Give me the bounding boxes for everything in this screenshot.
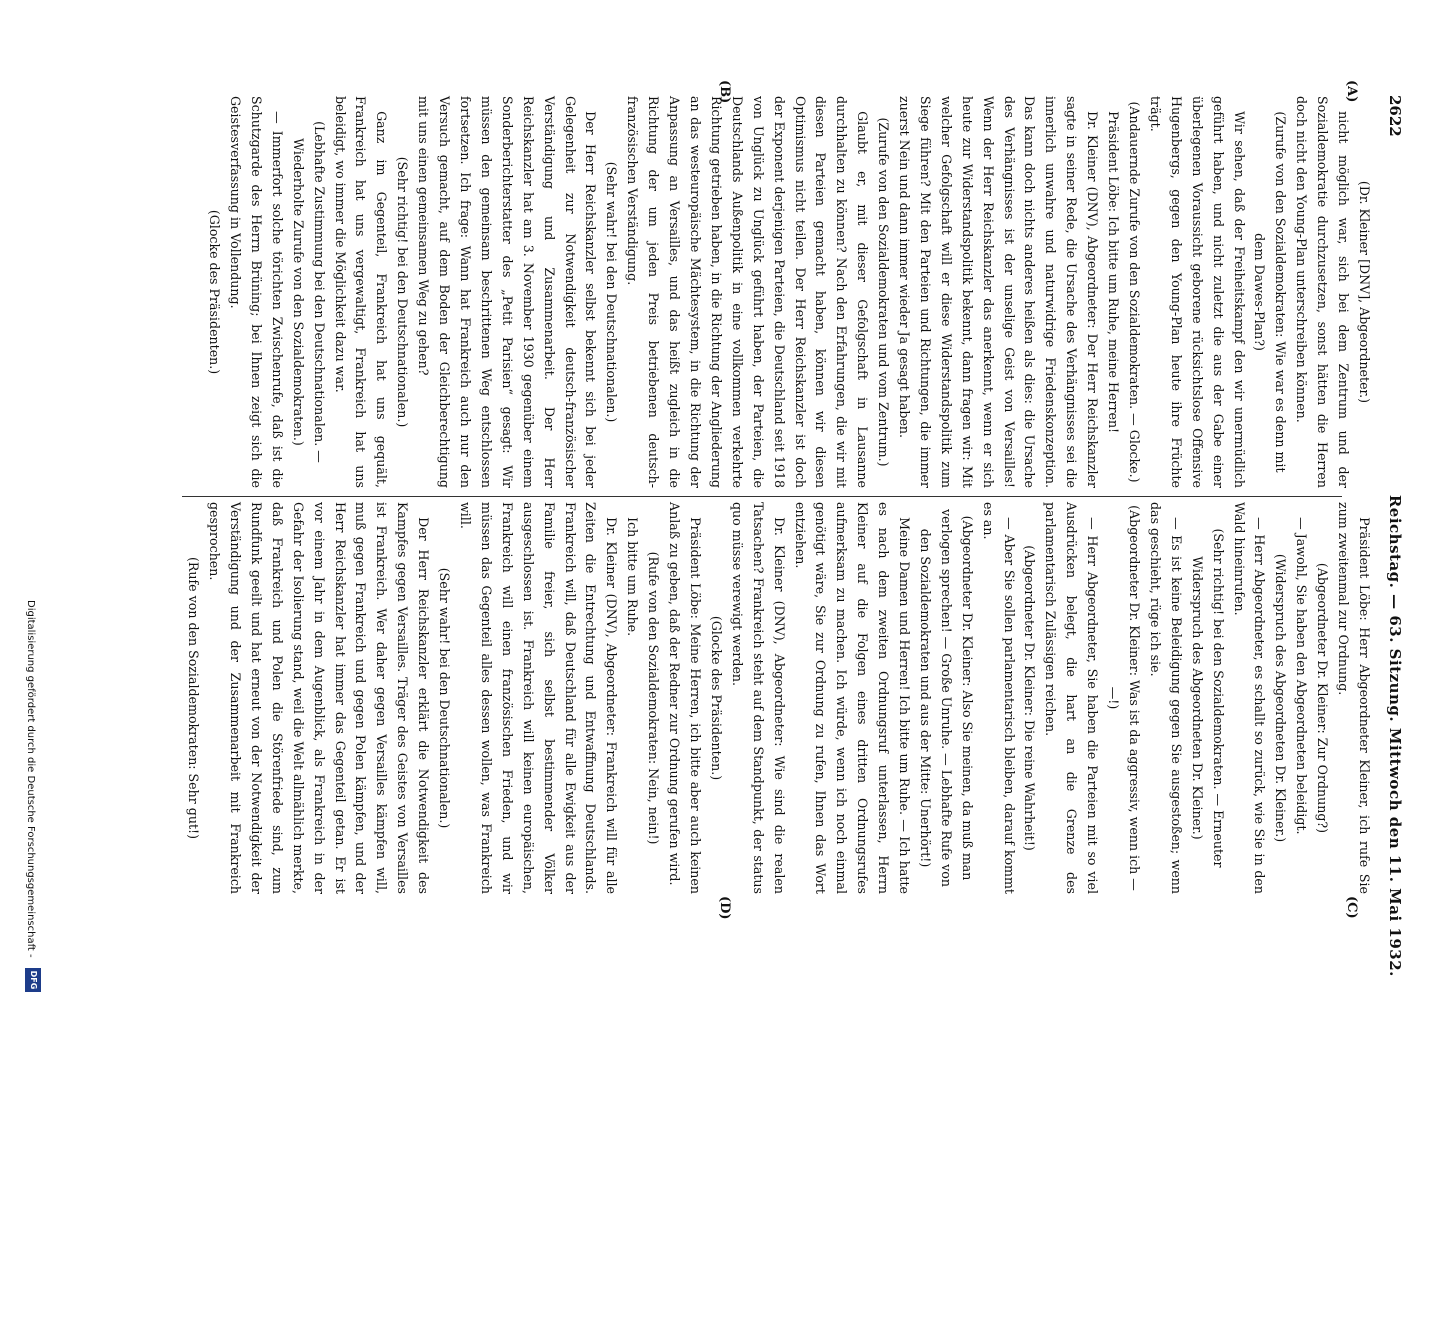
paragraph: Meine Damen und Herren! Ich bitte um Ruhe. — Ich hatte es nach dem zweiten Ordnungsruf unterlassen, Herrn Kleiner auf die Folgen eines dritten Ordnungsrufes aufmerksam zu machen. Ich würde, wenn ich noch einmal genötigt wäre, Sie zur Ordnung zu rufen, Ihnen das Wort entziehen.	[792, 502, 913, 894]
paragraph: — Es ist keine Beleidigung gegen Sie ausgestoßen; wenn das geschieht, rüge ich sie.	[1147, 502, 1184, 894]
speaker-paragraph: Dr. Kleiner (DNV), Abgeordneter: Wie sind die realen Tatsachen? Frankreich steht auf dem Standpunkt, der status quo müsse verewigt werden.	[729, 502, 787, 894]
right-column	[182, 502, 1374, 894]
paragraph: (Dr. Kleiner [DNV], Abgeordneter.)	[1357, 180, 1372, 404]
interjection: (Lebhafte Zustimmung bei den Deutschnationalen. — Wiederholte Zurufe von den Sozialdemokraten.)	[290, 121, 327, 463]
margin-mark-a: (A)	[1344, 80, 1359, 103]
page-header	[1378, 95, 1404, 1335]
paragraph: — Immerfort solche törichten Zwischenrufe, daß ist die Schutzgarde des Herrn Brüning; bei Ihnen zeigt sich die Geistesverfassung in Vollendung.	[228, 96, 285, 488]
paragraph: Ganz im Gegenteil, Frankreich hat uns gequält, Frankreich hat uns vergewaltigt, Frankreich hat uns beleidigt, wo immer die Möglichkeit dazu war.	[332, 96, 390, 488]
paragraph: Glaubt er, mit dieser Gefolgschaft in Lausanne durchhalten zu können? Nach den Erfahrungen, die wir mit diesen Parteien gemacht haben, können wir diesen Optimismus nicht teilen. Der Herr Reichskanzler ist doch der Exponent derjenigen Parteien, die Deutschland seit 1918 von Unglück zu Unglück geführt haben, der Parteien, die Deutschlands Außenpolitik in eine vollkommen verkehrte Richtung getrieben haben, in die Richtung der Angliederung an das westeuropäische Mächtesystem, in die Richtung der Anpassung an Versailles, und das heißt zugleich in die Richtung der um jeden Preis betriebenen deutsch-französischen Verständigung.	[625, 96, 871, 488]
paragraph: — Aber Sie sollen parlamentarisch bleiben, darauf kommt es an.	[980, 502, 1017, 894]
interjection: (Abgeordneter Dr. Kleiner: Also Sie meinen, da muß man verlogen sprechen! — Große Unruhe. — Lebhafte Rufe von den Sozialdemokraten und aus der Mitte: Unerhört!)	[917, 509, 975, 887]
speaker-paragraph: Präsident Löbe: Ich bitte um Ruhe, meine Herren!	[1106, 111, 1122, 434]
margin-mark-d: (D)	[717, 896, 732, 920]
interjection: (Andauernde Zurufe von den Sozialdemokraten. — Glocke.)	[1127, 101, 1143, 483]
interjection: (Glocke des Präsidenten.)	[708, 615, 724, 781]
paragraph: nicht möglich war, sich bei dem Zentrum und der Sozialdemokratie durchzusetzen, sonst hätten die Herren doch nicht den Young-Plan unterschreiben können.	[1294, 96, 1352, 488]
interjection: (Sehr richtig! bei den Deutschnationalen.)	[395, 156, 411, 428]
interjection: (Sehr richtig! bei den Sozialdemokraten. — Erneuter Widerspruch des Abgeordneten Dr. Kleiner.)	[1189, 528, 1226, 868]
speaker-paragraph: Präsident Löbe: Meine Herren, ich bitte aber auch keinen Anlaß zu geben, daß der Redner zur Ordnung gerufen wird.	[667, 502, 703, 894]
paragraph: Der Herr Reichskanzler selbst bekennt sich bei jeder Gelegenheit zur Notwendigkeit deutsch-französischer Verständigung und Zusammenarbeit. Der Herr Reichskanzler hat am 3. November 1930 gegenüber einem Sonderberichterstatter des „Petit Parisien“ gesagt: Wir müssen den gemeinsam beschrittenen Weg entschlossen fortsetzen. Ich frage: Wann hat Frankreich auch nur den Versuch gemacht, auf dem Boden der Gleichberechtigung mit uns einen gemeinsamen Weg zu gehen?	[416, 96, 599, 488]
running-title: Reichstag. — 63. Sitzung. Mittwoch den 11. Mai 1932.	[1386, 494, 1404, 977]
paragraph: Der Herr Reichskanzler erklärt die Notwendigkeit des Kampfes gegen Versailles. Träger des Geistes von Versailles ist Frankreich. Wer daher gegen Versailles kämpfen will, muß gegen Frankreich und gegen Polen kämpfen, und der Herr Reichskanzler hat immer das Gegenteil getan. Er ist vor einem Jahr in dem Augenblick, als Frankreich in der Gefahr der Isolierung stand, weil die Welt allmählich merkte, daß Frankreich und Polen die Störenfriede sind, zum Rundfunk geeilt und hat erneut von der Notwendigkeit der Verständigung und der Zusammenarbeit mit Frankreich gesprochen.	[207, 502, 432, 894]
interjection: (Abgeordneter Dr. Kleiner: Die reine Wahrheit!)	[1022, 545, 1038, 851]
dfg-logo: DFG	[25, 968, 41, 992]
interjection: (Abgeordneter Dr. Kleiner: Was ist da aggressiv, wenn ich — —!)	[1106, 505, 1143, 891]
margin-mark-c: (C)	[1344, 896, 1359, 919]
interjection: (Zurufe von den Sozialdemokraten und vom Zentrum.)	[876, 117, 892, 467]
digitization-credit: Digitalisierung gefördert durch die Deutsche Forschungsgemeinschaft -	[25, 600, 36, 958]
interjection: (Rufe von den Sozialdemokraten: Sehr gut!)	[186, 557, 202, 839]
interjection: (Sehr wahr! bei den Deutschnationalen.)	[604, 161, 620, 423]
speaker-paragraph: Dr. Kleiner (DNV), Abgeordneter: Frankreich will für alle Zeiten die Entrechtung und Entwaffnung Deutschlands. Frankreich will, daß Deutschland für alle Ewigkeit aus der Familie freier, sich selbst bestimmender Völker ausgeschlossen ist. Frankreich will keinen europäischen, Frankreich will einen französischen Frieden, und wir müssen das Gegenteil alles dessen wollen, was Frankreich will.	[458, 502, 620, 894]
interjection: (Rufe von den Sozialdemokraten: Nein, nein!)	[646, 551, 662, 845]
left-column	[203, 96, 1374, 488]
paragraph: Wir sehen, daß der Freiheitskampf den wir unermüdlich geführt haben, und nicht zuletzt die aus der Gabe einer überlegenen Voraussicht geborene rücksichtslose Offensive Hugenbergs, gegen den Young-Plan heute ihre Früchte trägt.	[1147, 96, 1247, 488]
interjection: (Abgeordneter Dr. Kleiner: Zur Ordnung?)	[1315, 562, 1331, 834]
speaker-paragraph: Dr. Kleiner (DNV), Abgeordneter: Der Herr Reichskanzler sagte in seiner Rede, die Ursache des Verhängnisses sei die innerlich unwahre und naturwidrige Friedenskonzeption. Das kann doch nichts anderes heißen als dies: die Ursache des Verhängnisses ist der unselige Geist von Versailles! Wenn der Herr Reichskanzler das anerkennt, wenn er sich heute zur Widerstandspolitik bekennt, dann fragen wir: Mit welcher Gefolgschaft will er diese Widerstandspolitik zum Siege führen? Mit den Parteien und Richtungen, die immer zuerst Nein und dann immer wieder Ja gesagt haben.	[897, 96, 1101, 488]
interjection: (Glocke des Präsidenten.)	[207, 209, 223, 375]
margin-mark-b: (B)	[717, 80, 732, 104]
column-divider	[182, 496, 1342, 497]
speaker-paragraph: Präsident Löbe: Herr Abgeordneter Kleiner, ich rufe Sie zum zweitenmal zur Ordnung.	[1336, 502, 1372, 894]
interjection: (Zurufe von den Sozialdemokraten: Wie war es denn mit dem Dawes-Plan?)	[1252, 111, 1289, 473]
paragraph: — Herr Abgeordneter, es schallt so zurück, wie Sie in den Wald hineinrufen.	[1231, 502, 1268, 894]
page-number: 2622	[1386, 95, 1404, 137]
paragraph: — Herr Abgeordneter, Sie haben die Parteien mit so viel Ausdrücken belegt, die hart an die Grenze des parlamentarisch Zulässigen reichen.	[1043, 502, 1101, 894]
paragraph: — Jawohl, Sie haben den Abgeordneten beleidigt.	[1294, 517, 1310, 835]
interjection: (Widerspruch des Abgeordneten Dr. Kleiner.)	[1273, 553, 1289, 843]
interjection: (Sehr wahr! bei den Deutschnationalen.)	[437, 567, 453, 829]
paragraph: Ich bitte um Ruhe.	[625, 517, 641, 637]
